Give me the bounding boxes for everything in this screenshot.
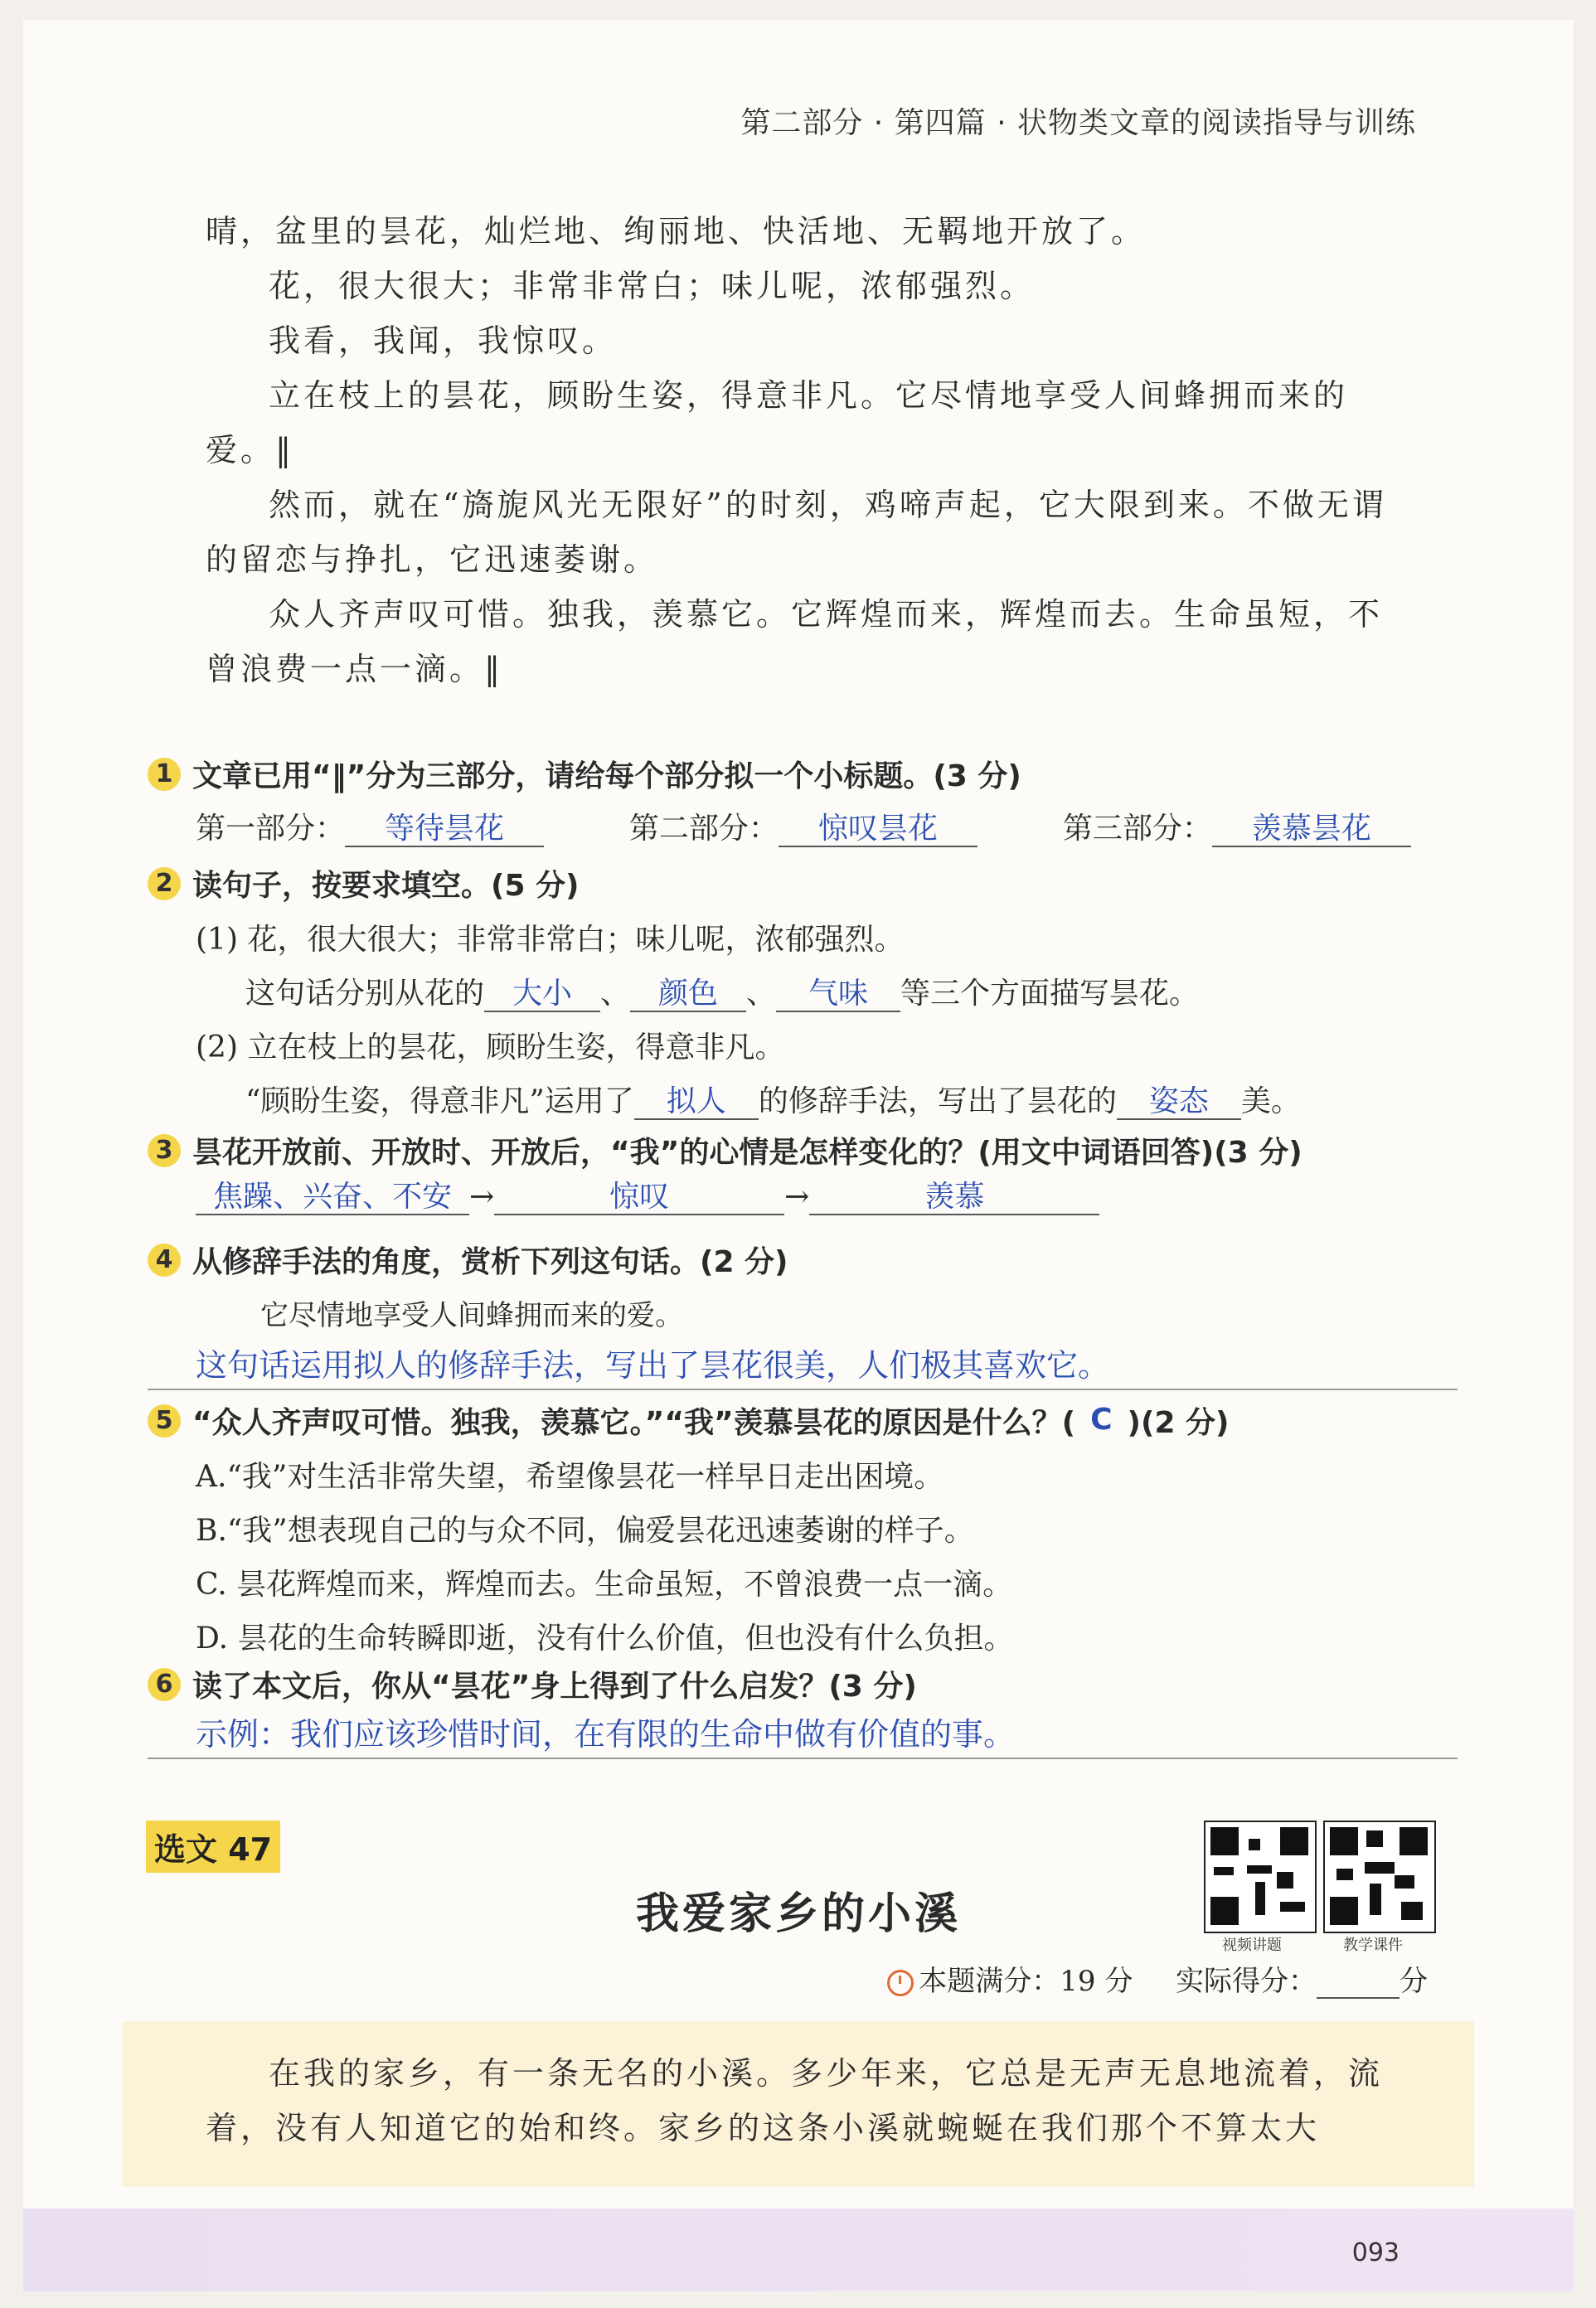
- question-number-badge: 1: [148, 758, 181, 791]
- answer-blank[interactable]: 颜色: [630, 977, 746, 1012]
- answer-blank[interactable]: 惊叹昙花: [779, 812, 977, 847]
- score-line: [887, 1958, 1428, 1999]
- qr-code-video[interactable]: [1204, 1821, 1317, 1933]
- passage-paragraph: 花，很大很大；非常非常白；味儿呢，浓郁强烈。: [269, 268, 1036, 304]
- passage-paragraph: 晴，盆里的昙花，灿烂地、绚丽地、快活地、无羁地开放了。: [206, 213, 1147, 250]
- actual-score-label: 实际得分：: [1176, 1965, 1317, 1998]
- qr-label: 教学课件: [1343, 1937, 1403, 1954]
- part-label: 第一部分：: [196, 812, 346, 846]
- question-number-badge: 4: [148, 1244, 181, 1277]
- question-3: [148, 1129, 1458, 1215]
- prompt-text: 等三个方面描写昙花。: [900, 977, 1200, 1011]
- question-1: [148, 753, 1458, 847]
- answer-blank[interactable]: 惊叹: [494, 1181, 784, 1215]
- question-5: [148, 1399, 1458, 1657]
- selection-tag: 选文 47: [146, 1821, 280, 1873]
- answer-text[interactable]: 示例：我们应该珍惜时间，在有限的生命中做有价值的事。: [196, 1716, 1016, 1753]
- passage-paragraph: 然而，就在“旖旎风光无限好”的时刻，鸡啼声起，它大限到来。不做无谓的留恋与挣扎，它迅速萎谢。: [206, 487, 1387, 578]
- prompt-text: 美。: [1240, 1084, 1301, 1118]
- part-label: 第三部分：: [1062, 812, 1212, 846]
- question-text: 文章已用“‖”分为三部分，请给每个部分拟一个小标题。(3 分): [192, 759, 1021, 793]
- actual-score-input[interactable]: [1317, 1966, 1400, 1999]
- question-number-badge: 5: [148, 1404, 181, 1438]
- question-text: 读了本文后，你从“昙花”身上得到了什么启发？(3 分): [192, 1670, 917, 1704]
- prompt-text: “顾盼生姿，得意非凡”运用了: [245, 1084, 634, 1118]
- option-d[interactable]: D. 昙花的生命转瞬即逝，没有什么价值，但也没有什么负担。: [196, 1622, 1014, 1656]
- page-header: 第二部分 · 第四篇 · 状物类文章的阅读指导与训练: [740, 106, 1416, 140]
- score-unit: 分: [1400, 1965, 1428, 1998]
- passage: [206, 204, 1416, 696]
- separator: 、: [600, 977, 631, 1011]
- separator: 、: [746, 977, 777, 1011]
- question-text: )(2 分): [1127, 1406, 1230, 1440]
- question-2: [148, 862, 1458, 1120]
- answer-blank[interactable]: 等待昙花: [345, 812, 544, 847]
- page-number: 093: [1351, 2238, 1400, 2267]
- quoted-sentence: 它尽情地享受人间蜂拥而来的爱。: [260, 1299, 683, 1332]
- passage-2: [206, 2046, 1416, 2155]
- answer-choice[interactable]: C: [1090, 1402, 1113, 1437]
- footer-band: [23, 2209, 1574, 2291]
- arrow: →: [784, 1180, 810, 1214]
- answer-blank[interactable]: 羡慕: [809, 1181, 1099, 1215]
- question-text: 昙花开放前、开放时、开放后，“我”的心情是怎样变化的？(用文中词语回答)(3 分): [192, 1136, 1303, 1170]
- question-number-badge: 3: [148, 1134, 181, 1167]
- qr-label: 视频讲题: [1222, 1937, 1282, 1954]
- answer-blank[interactable]: 拟人: [634, 1085, 759, 1120]
- clock-icon: [887, 1970, 914, 1996]
- selection-title: 我爱家乡的小溪: [635, 1889, 961, 1939]
- answer-blank[interactable]: 气味: [776, 977, 900, 1012]
- answer-blank[interactable]: 羡慕昙花: [1212, 812, 1411, 847]
- answer-text[interactable]: 这句话运用拟人的修辞手法，写出了昙花很美，人们极其喜欢它。: [196, 1347, 1110, 1384]
- part-label: 第二部分：: [628, 812, 779, 846]
- question-6: [148, 1663, 1458, 1759]
- passage-paragraph: 在我的家乡，有一条无名的小溪。多少年来，它总是无声无息地流着，流着，没有人知道它的始和终。家乡的这条小溪就蜿蜒在我们那个不算太大: [206, 2055, 1384, 2146]
- question-4: [148, 1239, 1458, 1390]
- question-text: “众人齐声叹可惜。独我，羡慕它。”“我”羡慕昙花的原因是什么？(: [192, 1406, 1076, 1440]
- prompt-text: 这句话分别从花的: [245, 977, 485, 1011]
- question-number-badge: 2: [148, 867, 181, 900]
- answer-blank[interactable]: 大小: [484, 977, 600, 1012]
- passage-paragraph: 我看，我闻，我惊叹。: [269, 322, 618, 359]
- option-a[interactable]: A.“我”对生活非常失望，希望像昙花一样早日走出困境。: [196, 1460, 944, 1494]
- page: [23, 20, 1574, 2291]
- qr-code-courseware[interactable]: [1323, 1821, 1436, 1933]
- question-text: 从修辞手法的角度，赏析下列这句话。(2 分): [192, 1245, 788, 1279]
- answer-blank[interactable]: 焦躁、兴奋、不安: [196, 1181, 469, 1215]
- sentence-2: (2) 立在枝上的昙花，顾盼生姿，得意非凡。: [196, 1030, 785, 1064]
- full-score: 本题满分：19 分: [919, 1965, 1133, 1998]
- arrow: →: [469, 1180, 495, 1214]
- question-text: 读句子，按要求填空。(5 分): [192, 869, 580, 903]
- prompt-text: 的修辞手法，写出了昙花的: [758, 1084, 1117, 1118]
- question-number-badge: 6: [148, 1668, 181, 1701]
- option-b[interactable]: B.“我”想表现自己的与众不同，偏爱昙花迅速萎谢的样子。: [196, 1514, 974, 1548]
- passage-paragraph: 众人齐声叹可惜。独我，羡慕它。它辉煌而来，辉煌而去。生命虽短，不曾浪费一点一滴。‖: [206, 596, 1384, 687]
- option-c[interactable]: C. 昙花辉煌而来，辉煌而去。生命虽短，不曾浪费一点一滴。: [196, 1568, 1013, 1602]
- sentence-1: (1) 花，很大很大；非常非常白；味儿呢，浓郁强烈。: [196, 923, 905, 957]
- passage-paragraph: 立在枝上的昙花，顾盼生姿，得意非凡。它尽情地享受人间蜂拥而来的爱。‖: [206, 377, 1349, 468]
- answer-blank[interactable]: 姿态: [1117, 1085, 1241, 1120]
